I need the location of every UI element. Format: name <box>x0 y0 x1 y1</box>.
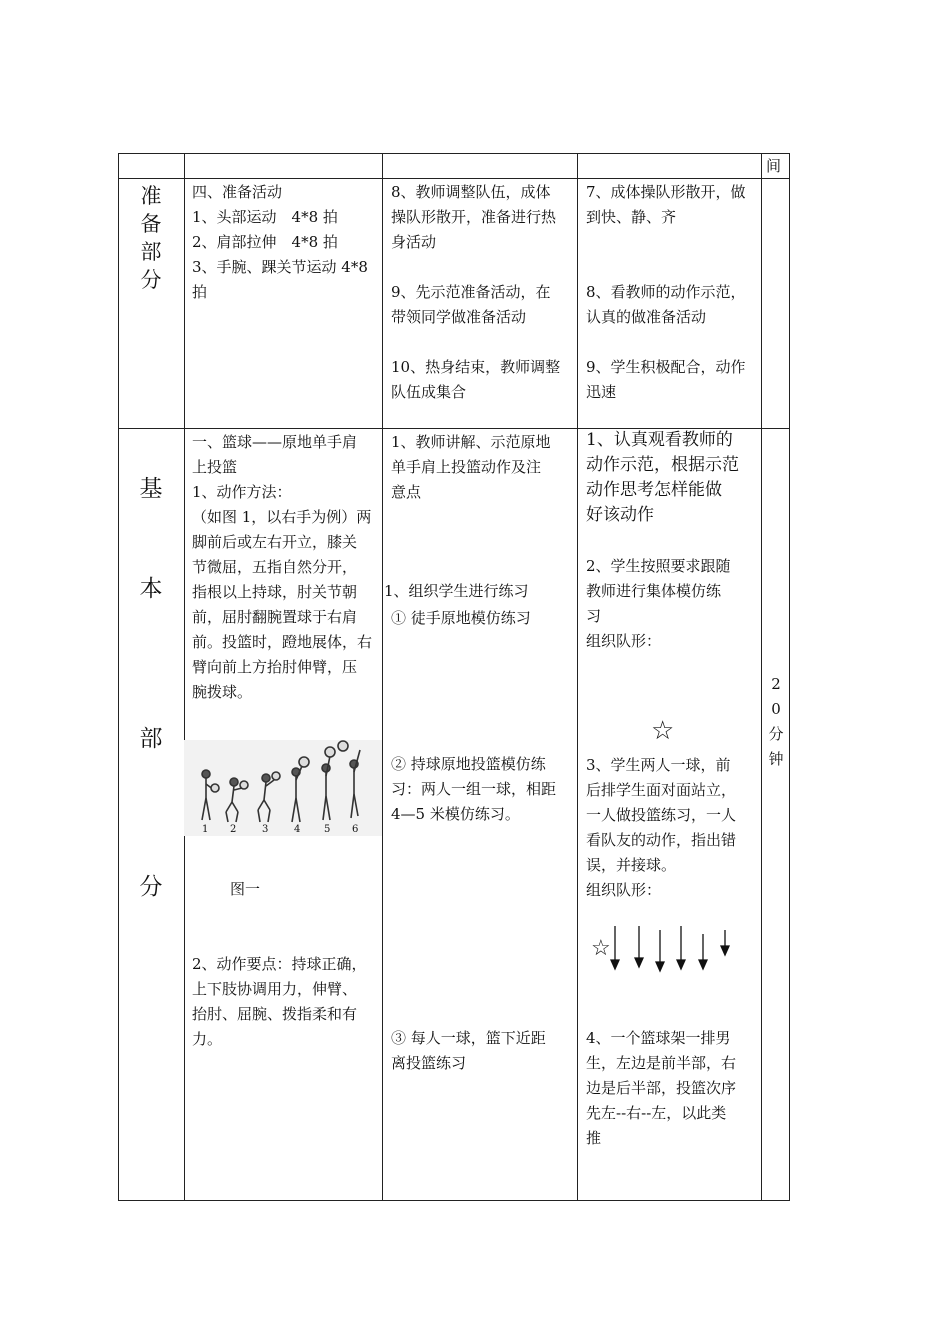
text-line: 一、篮球——原地单手肩 <box>192 433 358 451</box>
text-line: 组织队形： <box>586 632 662 650</box>
prep-char: 部 <box>140 240 162 264</box>
text-line: 好该动作 <box>586 505 654 525</box>
figure-pose-1 <box>202 770 219 820</box>
basic-content-keypoints <box>192 952 380 1052</box>
col-line-1 <box>184 153 185 1201</box>
time-char: 钟 <box>768 750 784 768</box>
text-line: ③ 每人一球，篮下近距 <box>391 1029 546 1047</box>
prep-char: 准 <box>140 184 162 208</box>
text-line: 9、学生积极配合，动作 <box>586 358 746 376</box>
figure-number: 4 <box>294 824 302 835</box>
text-line: 看队友的动作，指出错 <box>586 831 737 849</box>
text-line: 后排学生面对面站立， <box>586 781 737 799</box>
basic-teacher-3 <box>391 752 575 827</box>
text-line: 8、教师调整队伍，成体 <box>391 183 551 201</box>
text-line: 操队形散开，准备进行热 <box>391 208 557 226</box>
prep-char: 备 <box>140 212 162 236</box>
basic-teacher-4 <box>391 1026 575 1076</box>
text-line: 身活动 <box>391 233 437 251</box>
basic-section-char: 部 <box>139 726 163 752</box>
prep-teacher-3 <box>391 355 575 405</box>
text-line: 1、教师讲解、示范原地 <box>391 433 551 451</box>
text-line: 组织队形： <box>586 881 662 899</box>
text-line: 上投篮 <box>192 458 238 476</box>
basic-time <box>762 672 790 772</box>
text-line: 力。 <box>192 1030 223 1048</box>
text-line: 2、动作要点：持球正确， <box>192 955 367 973</box>
text-line: 认真的做准备活动 <box>586 308 707 326</box>
figure-number: 1 <box>202 824 210 835</box>
text-line: 推 <box>586 1129 602 1147</box>
text-line: 边是后半部，投篮次序 <box>586 1079 737 1097</box>
text-line: 动作示范，根据示范 <box>586 455 739 475</box>
text-line: 4、一个篮球架一排男 <box>586 1029 731 1047</box>
text-line: 7、成体操队形散开，做 <box>586 183 746 201</box>
prep-char: 分 <box>140 268 162 292</box>
text-line: 离投篮练习 <box>391 1054 467 1072</box>
formation-arrows <box>604 922 740 978</box>
border-bottom <box>118 1200 790 1201</box>
col-line-3 <box>577 153 578 1201</box>
header-time-label: 间 <box>766 157 782 175</box>
prep-section-label <box>118 182 184 294</box>
prep-student-1 <box>586 180 758 230</box>
figure-number: 6 <box>352 824 360 835</box>
figure-pose-5 <box>322 747 335 820</box>
teacher-star-icon: ☆ <box>591 936 611 961</box>
figure-caption: 图一 <box>230 880 261 898</box>
shooting-figures-svg <box>184 740 382 836</box>
border-header <box>118 178 790 179</box>
text-line: 3、手腕、踝关节运动 4*8 <box>192 258 368 276</box>
basic-student-3 <box>586 753 758 903</box>
text-line: 2、学生按照要求跟随 <box>586 557 731 575</box>
text-line: 意点 <box>391 483 422 501</box>
text-line: 教师进行集体模仿练 <box>586 582 722 600</box>
basic-student-1 <box>586 428 758 528</box>
time-char: 0 <box>771 700 781 718</box>
text-line: 臂向前上方抬肘伸臂，压 <box>192 658 358 676</box>
border-top <box>118 153 790 154</box>
text-line: 上下肢协调用力，伸臂、 <box>192 980 358 998</box>
text-line: 一人做投篮练习，一人 <box>586 806 737 824</box>
text-line: 拍 <box>192 283 208 301</box>
time-char: 分 <box>768 725 784 743</box>
text-line: 前。投篮时，蹬地展体，右 <box>192 633 373 651</box>
text-line: 误，并接球。 <box>586 856 677 874</box>
text-line: （如图 1，以右手为例）两 <box>192 508 372 526</box>
text-line: 前，屈肘翻腕置球于右肩 <box>192 608 358 626</box>
text-line: 3、学生两人一球，前 <box>586 756 731 774</box>
text-line: 指根以上持球，肘关节朝 <box>192 583 358 601</box>
text-line: 脚前后或左右开立，膝关 <box>192 533 358 551</box>
text-line: 腕拨球。 <box>192 683 253 701</box>
text-line: 4—5 米模仿练习。 <box>391 805 520 823</box>
basic-section-char: 本 <box>139 576 163 602</box>
figure-pose-4 <box>292 757 309 822</box>
prep-student-2 <box>586 280 758 330</box>
figure-pose-3 <box>258 772 280 822</box>
time-char: 2 <box>771 675 781 693</box>
text-line: 8、看教师的动作示范， <box>586 283 746 301</box>
basic-section-char: 基 <box>139 476 163 502</box>
text-line: 先左--右--左，以此类 <box>586 1104 727 1122</box>
prep-teacher-1 <box>391 180 575 255</box>
figure-number: 3 <box>262 824 270 835</box>
text-line: 单手肩上投篮动作及注 <box>391 458 542 476</box>
text-line: 1、认真观看教师的 <box>586 430 733 450</box>
text-line: 习：两人一组一球，相距 <box>391 780 557 798</box>
col-line-2 <box>382 153 383 1201</box>
shooting-sequence-figure <box>184 740 382 836</box>
text-line: 节微屈，五指自然分开， <box>192 558 358 576</box>
text-line: 抬肘、屈腕、拨指柔和有 <box>192 1005 358 1023</box>
basic-content-method <box>192 430 380 705</box>
text-line: 1、头部运动 4*8 拍 <box>192 208 338 226</box>
text-line: 1、组织学生进行练习 <box>384 582 529 600</box>
text-line: 习 <box>586 607 602 625</box>
text-line: 迅速 <box>586 383 617 401</box>
text-line: 生，左边是前半部，右 <box>586 1054 737 1072</box>
text-line: ① 徒手原地模仿练习 <box>391 609 531 627</box>
basic-section-char: 分 <box>139 874 163 900</box>
text-line: 10、热身结束，教师调整 <box>391 358 561 376</box>
prep-content <box>192 180 378 305</box>
basic-teacher-2 <box>384 579 574 631</box>
col-line-0 <box>118 153 119 1201</box>
figure-pose-2 <box>226 778 248 822</box>
basic-teacher-1 <box>391 430 575 505</box>
basic-student-2 <box>586 554 758 654</box>
text-line: 带领同学做准备活动 <box>391 308 527 326</box>
prep-teacher-2 <box>391 280 575 330</box>
teacher-star-icon: ☆ <box>651 716 675 746</box>
figure-number: 5 <box>324 824 332 835</box>
text-line: 9、先示范准备活动，在 <box>391 283 551 301</box>
text-line: ② 持球原地投篮模仿练 <box>391 755 546 773</box>
prep-student-3 <box>586 355 758 405</box>
figure-number: 2 <box>230 824 238 835</box>
text-line: 1、动作方法： <box>192 483 292 501</box>
figure-pose-6 <box>338 741 360 818</box>
text-line: 到快、静、齐 <box>586 208 677 226</box>
basic-student-4 <box>586 1026 758 1151</box>
text-line: 动作思考怎样能做 <box>586 480 722 500</box>
text-line: 2、肩部拉伸 4*8 拍 <box>192 233 338 251</box>
text-line: 四、准备活动 <box>192 183 283 201</box>
text-line: 队伍成集合 <box>391 383 467 401</box>
